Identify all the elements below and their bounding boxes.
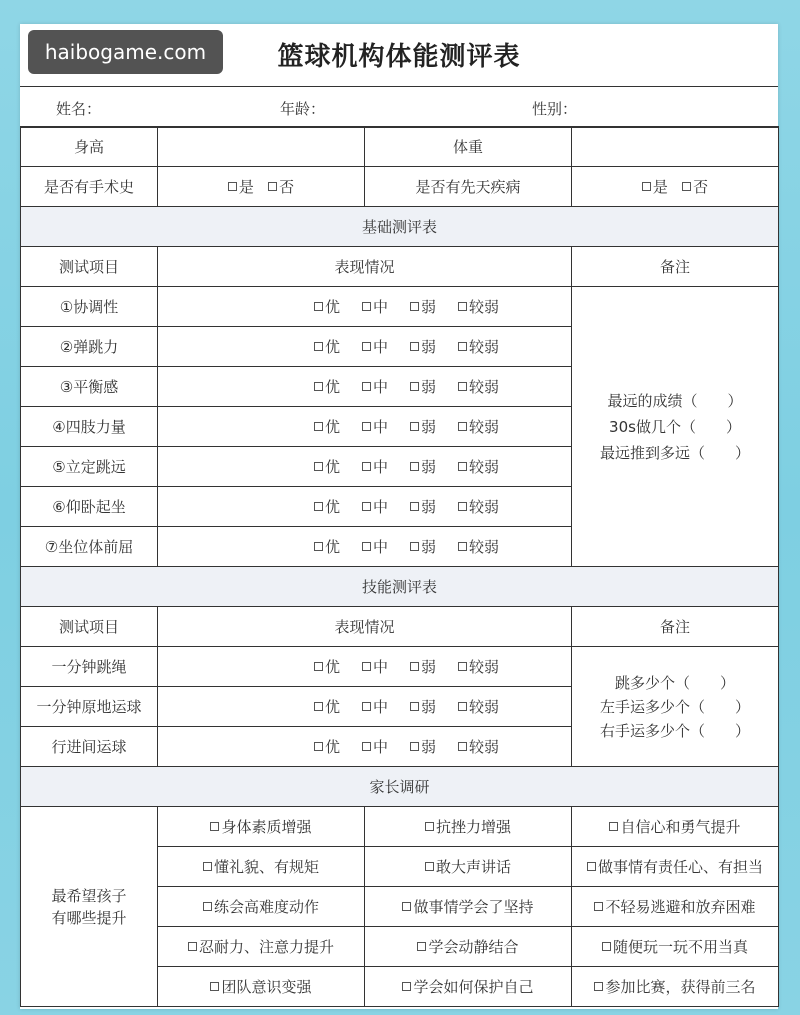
parent-option: 做事情学会了坚持 [365, 887, 572, 927]
checkbox-icon[interactable] [362, 502, 371, 511]
checkbox-icon[interactable] [458, 542, 467, 551]
basic-item-label: ①协调性 [21, 287, 158, 327]
basic-item-label: ②弹跳力 [21, 327, 158, 367]
basic-column-headers [21, 247, 779, 287]
checkbox-icon[interactable] [410, 542, 419, 551]
grade-options: 优 中 弱 较弱 [158, 527, 572, 567]
parent-option: 抗挫力增强 [365, 807, 572, 847]
checkbox-icon[interactable] [410, 382, 419, 391]
checkbox-icon[interactable] [228, 182, 237, 191]
checkbox-icon[interactable] [314, 382, 323, 391]
skill-notes: 跳多少个（ ） 左手运多少个（ ） 右手运多少个（ ） [572, 647, 779, 767]
parent-option: 练会高难度动作 [158, 887, 365, 927]
grade-options: 优 中 弱 较弱 [158, 487, 572, 527]
grade-options: 优 中 弱 较弱 [158, 687, 572, 727]
checkbox-icon[interactable] [458, 382, 467, 391]
checkbox-icon[interactable] [402, 902, 411, 911]
skill-item-label: 一分钟跳绳 [21, 647, 158, 687]
basic-col-note: 备注 [572, 247, 779, 287]
checkbox-icon[interactable] [362, 382, 371, 391]
history-row [21, 167, 779, 207]
checkbox-icon[interactable] [314, 702, 323, 711]
basic-col-perf: 表现情况 [158, 247, 572, 287]
skill-col-item: 测试项目 [21, 607, 158, 647]
checkbox-icon[interactable] [210, 982, 219, 991]
parent-option: 敢大声讲话 [365, 847, 572, 887]
checkbox-icon[interactable] [410, 302, 419, 311]
basic-section-header [21, 207, 779, 247]
checkbox-icon[interactable] [210, 822, 219, 831]
surgery-options: 是 否 [158, 167, 365, 207]
checkbox-icon[interactable] [410, 662, 419, 671]
weight-value-cell[interactable] [572, 127, 779, 167]
skill-item-label: 一分钟原地运球 [21, 687, 158, 727]
grade-options: 优 中 弱 较弱 [158, 407, 572, 447]
checkbox-icon[interactable] [362, 422, 371, 431]
checkbox-icon[interactable] [362, 742, 371, 751]
checkbox-icon[interactable] [362, 542, 371, 551]
skill-row [21, 647, 779, 687]
grade-options: 优 中 弱 较弱 [158, 727, 572, 767]
checkbox-icon[interactable] [425, 862, 434, 871]
checkbox-icon[interactable] [362, 302, 371, 311]
checkbox-icon[interactable] [642, 182, 651, 191]
checkbox-icon[interactable] [314, 462, 323, 471]
checkbox-icon[interactable] [410, 502, 419, 511]
basic-row [21, 287, 779, 327]
checkbox-icon[interactable] [402, 982, 411, 991]
basic-item-label: ⑥仰卧起坐 [21, 487, 158, 527]
parent-option: 不轻易逃避和放弃困难 [572, 887, 779, 927]
height-label: 身高 [21, 127, 158, 167]
watermark: haibogame.com [28, 30, 223, 74]
parent-section-header [21, 767, 779, 807]
checkbox-icon[interactable] [425, 822, 434, 831]
grade-options: 优 中 弱 较弱 [158, 647, 572, 687]
parent-option: 团队意识变强 [158, 967, 365, 1007]
parent-option: 学会动静结合 [365, 927, 572, 967]
surgery-label: 是否有手术史 [21, 167, 158, 207]
parent-option: 随便玩一玩不用当真 [572, 927, 779, 967]
skill-col-perf: 表现情况 [158, 607, 572, 647]
grade-options: 优 中 弱 较弱 [158, 287, 572, 327]
parent-section-title: 家长调研 [21, 767, 779, 807]
checkbox-icon[interactable] [314, 422, 323, 431]
checkbox-icon[interactable] [410, 342, 419, 351]
checkbox-icon[interactable] [203, 902, 212, 911]
parent-option: 懂礼貌、有规矩 [158, 847, 365, 887]
congenital-options: 是 否 [572, 167, 779, 207]
checkbox-icon[interactable] [410, 742, 419, 751]
checkbox-icon[interactable] [682, 182, 691, 191]
checkbox-icon[interactable] [410, 422, 419, 431]
checkbox-icon[interactable] [268, 182, 277, 191]
basic-item-label: ⑦坐位体前屈 [21, 527, 158, 567]
parent-question: 最希望孩子 有哪些提升 [21, 807, 158, 1007]
checkbox-icon[interactable] [203, 862, 212, 871]
checkbox-icon[interactable] [458, 742, 467, 751]
gender-label: 性别： [532, 100, 578, 118]
skill-col-note: 备注 [572, 607, 779, 647]
height-value-cell[interactable] [158, 127, 365, 167]
name-label: 姓名： [56, 100, 102, 118]
skill-item-label: 行进间运球 [21, 727, 158, 767]
skill-column-headers [21, 607, 779, 647]
checkbox-icon[interactable] [594, 902, 603, 911]
assessment-table [20, 126, 779, 1007]
checkbox-icon[interactable] [362, 662, 371, 671]
checkbox-icon[interactable] [188, 942, 197, 951]
checkbox-icon[interactable] [458, 702, 467, 711]
checkbox-icon[interactable] [458, 422, 467, 431]
checkbox-icon[interactable] [410, 462, 419, 471]
checkbox-icon[interactable] [458, 342, 467, 351]
grade-options: 优 中 弱 较弱 [158, 367, 572, 407]
basic-notes: 最远的成绩（ ） 30s做几个（ ） 最远推到多远（ ） [572, 287, 779, 567]
basic-item-label: ④四肢力量 [21, 407, 158, 447]
checkbox-icon[interactable] [362, 462, 371, 471]
basic-item-label: ⑤立定跳远 [21, 447, 158, 487]
checkbox-icon[interactable] [609, 822, 618, 831]
basic-col-item: 测试项目 [21, 247, 158, 287]
parent-option: 学会如何保护自己 [365, 967, 572, 1007]
checkbox-icon[interactable] [314, 542, 323, 551]
basic-item-label: ③平衡感 [21, 367, 158, 407]
basic-section-title: 基础测评表 [21, 207, 779, 247]
checkbox-icon[interactable] [417, 942, 426, 951]
skill-section-title: 技能测评表 [21, 567, 779, 607]
congenital-label: 是否有先天疾病 [365, 167, 572, 207]
student-info-row [20, 86, 778, 128]
parent-row [21, 807, 779, 847]
grade-options: 优 中 弱 较弱 [158, 447, 572, 487]
age-label: 年龄： [280, 100, 326, 118]
checkbox-icon[interactable] [362, 342, 371, 351]
checkbox-icon[interactable] [458, 302, 467, 311]
parent-option: 自信心和勇气提升 [572, 807, 779, 847]
parent-option: 身体素质增强 [158, 807, 365, 847]
checkbox-icon[interactable] [587, 862, 596, 871]
checkbox-icon[interactable] [458, 662, 467, 671]
page-title: 篮球机构体能测评表 [277, 41, 521, 72]
checkbox-icon[interactable] [458, 462, 467, 471]
parent-option: 做事情有责任心、有担当 [572, 847, 779, 887]
checkbox-icon[interactable] [314, 502, 323, 511]
checkbox-icon[interactable] [458, 502, 467, 511]
assessment-sheet [20, 24, 778, 1009]
height-weight-row [21, 127, 779, 167]
weight-label: 体重 [365, 127, 572, 167]
checkbox-icon[interactable] [594, 982, 603, 991]
parent-option: 忍耐力、注意力提升 [158, 927, 365, 967]
parent-option: 参加比赛，获得前三名 [572, 967, 779, 1007]
checkbox-icon[interactable] [362, 702, 371, 711]
checkbox-icon[interactable] [314, 342, 323, 351]
grade-options: 优 中 弱 较弱 [158, 327, 572, 367]
checkbox-icon[interactable] [314, 742, 323, 751]
checkbox-icon[interactable] [314, 302, 323, 311]
skill-section-header [21, 567, 779, 607]
checkbox-icon[interactable] [410, 702, 419, 711]
checkbox-icon[interactable] [314, 662, 323, 671]
checkbox-icon[interactable] [602, 942, 611, 951]
